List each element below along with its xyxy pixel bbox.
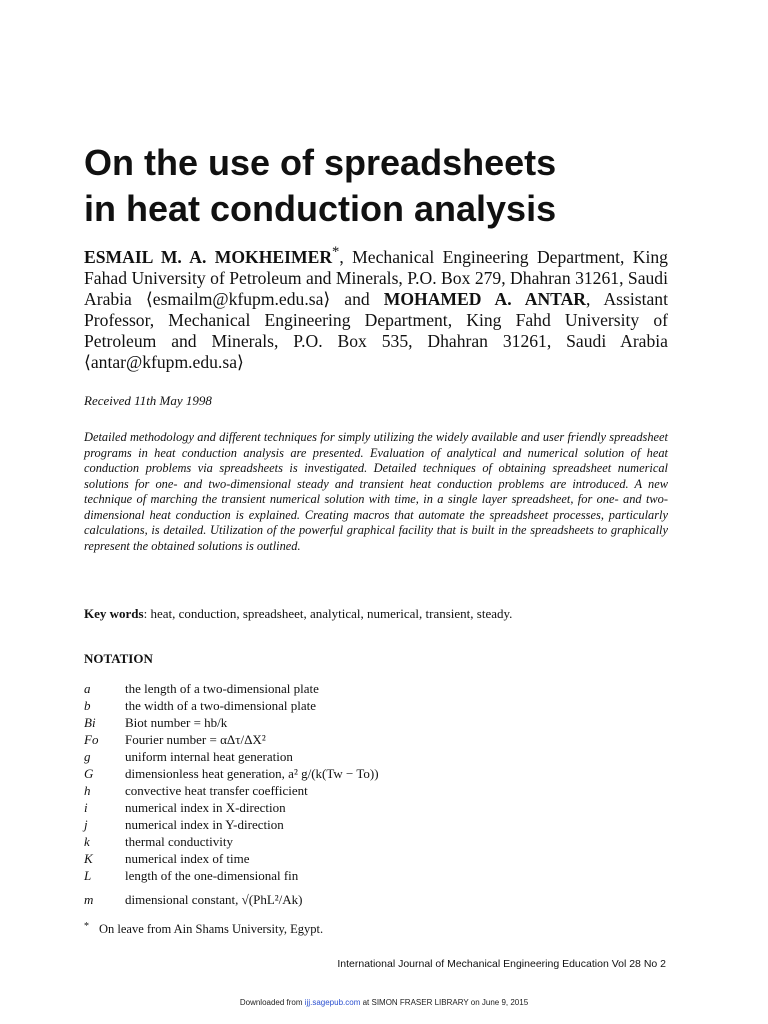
download-notice xyxy=(0,998,768,1007)
footnote-text: On leave from Ain Shams University, Egypt. xyxy=(99,922,324,936)
notation-row xyxy=(84,799,668,816)
notation-symbol: b xyxy=(84,698,91,713)
notation-definition: convective heat transfer coefficient xyxy=(125,783,308,798)
keywords-text: : heat, conduction, spreadsheet, analytical, numerical, transient, steady. xyxy=(143,606,513,621)
notation-definition: dimensionless heat generation, a² g/(k(Tw − To)) xyxy=(125,766,379,781)
notation-definition: the width of a two-dimensional plate xyxy=(125,698,316,713)
notation-definition: uniform internal heat generation xyxy=(125,749,293,764)
notation-symbol: i xyxy=(84,800,88,815)
title-line-2: in heat conduction analysis xyxy=(84,188,557,229)
notation-row xyxy=(84,816,668,833)
notation-row xyxy=(84,680,668,697)
notation-row xyxy=(84,714,668,731)
notation-row xyxy=(84,731,668,748)
notation-row xyxy=(84,867,668,884)
footnote xyxy=(84,922,323,937)
notation-row xyxy=(84,850,668,867)
download-prefix: Downloaded from xyxy=(239,998,305,1007)
notation-row xyxy=(84,748,668,765)
author-1-footnote-mark: * xyxy=(332,244,340,260)
notation-symbol: j xyxy=(84,817,88,832)
notation-row xyxy=(84,833,668,850)
footnote-mark: * xyxy=(84,921,89,932)
notation-symbol: h xyxy=(84,783,91,798)
notation-definition: Biot number = hb/k xyxy=(125,715,228,730)
notation-definition: the length of a two-dimensional plate xyxy=(125,681,319,696)
download-suffix: at SIMON FRASER LIBRARY on June 9, 2015 xyxy=(360,998,529,1007)
abstract: Detailed methodology and different techniques for simply utilizing the widely available and user friendly spreadsheet programs in heat conduction analysis are presented. Evaluation of analytical and numerical solution of heat conduction problems via spreadsheets is investigated. Detailed techniques of obtaining spreadsheet numerical solutions for one- and two-dimensional steady and transient heat conduction problems are introduced. A new technique of marching the transient numerical solution with time, in a single layer spreadsheet, for one- and two-dimensional heat conduction is explained. Creating macros that automate the spreadsheet processes, particularly calculations, is detailed. Utilization of the powerful graphical facility that is built in the spreadsheets to graphically represent the obtained solutions is outlined. xyxy=(84,430,668,553)
notation-symbol: K xyxy=(84,851,93,866)
notation-heading: NOTATION xyxy=(84,651,153,666)
notation-definition: dimensional constant, √(PhL²/Ak) xyxy=(125,892,303,907)
paper-title xyxy=(84,140,704,232)
notation-symbol: Fo xyxy=(84,732,99,747)
notation-symbol: G xyxy=(84,766,94,781)
notation-list xyxy=(84,680,668,908)
keywords xyxy=(84,606,668,622)
notation-definition: Fourier number = αΔτ/ΔX² xyxy=(125,732,266,747)
notation-symbol: L xyxy=(84,868,92,883)
notation-symbol: a xyxy=(84,681,91,696)
notation-definition: numerical index in Y-direction xyxy=(125,817,284,832)
author-1-affiliation: , Mechanical Engineering Department, King Fahad University of Petroleum and Minerals, P.O. Box 279, Dhahran 31261, Saudi Arabia ⟨esmailm@kfupm.edu.sa⟩ and xyxy=(84,246,668,309)
notation-symbol: m xyxy=(84,892,94,907)
notation-row xyxy=(84,697,668,714)
author-1-name: ESMAIL M. A. MOKHEIMER xyxy=(84,246,333,267)
notation-row xyxy=(84,765,668,782)
download-link[interactable]: ijj.sagepub.com xyxy=(304,998,361,1007)
notation-symbol: k xyxy=(84,834,90,849)
notation-symbol: g xyxy=(84,749,91,764)
notation-definition: length of the one-dimensional fin xyxy=(125,868,299,883)
notation-definition: numerical index of time xyxy=(125,851,250,866)
notation-definition: thermal conductivity xyxy=(125,834,233,849)
author-2-affiliation: , Assistant Professor, Mechanical Engineering Department, King Fahd University of Petroleum and Minerals, P.O. Box 535, Dhahran 31261, Saudi Arabia ⟨antar@kfupm.edu.sa⟩ xyxy=(84,288,668,372)
keywords-label: Key words xyxy=(84,606,144,621)
notation-definition: numerical index in X-direction xyxy=(125,800,286,815)
notation-row xyxy=(84,884,668,908)
notation-row xyxy=(84,782,668,799)
title-line-1: On the use of spreadsheets xyxy=(84,142,557,183)
author-2-name: MOHAMED A. ANTAR xyxy=(383,288,586,309)
notation-symbol: Bi xyxy=(84,715,96,730)
author-block xyxy=(84,242,668,373)
journal-footer: International Journal of Mechanical Engineering Education Vol 28 No 2 xyxy=(337,958,666,970)
received-date: Received 11th May 1998 xyxy=(84,393,212,408)
